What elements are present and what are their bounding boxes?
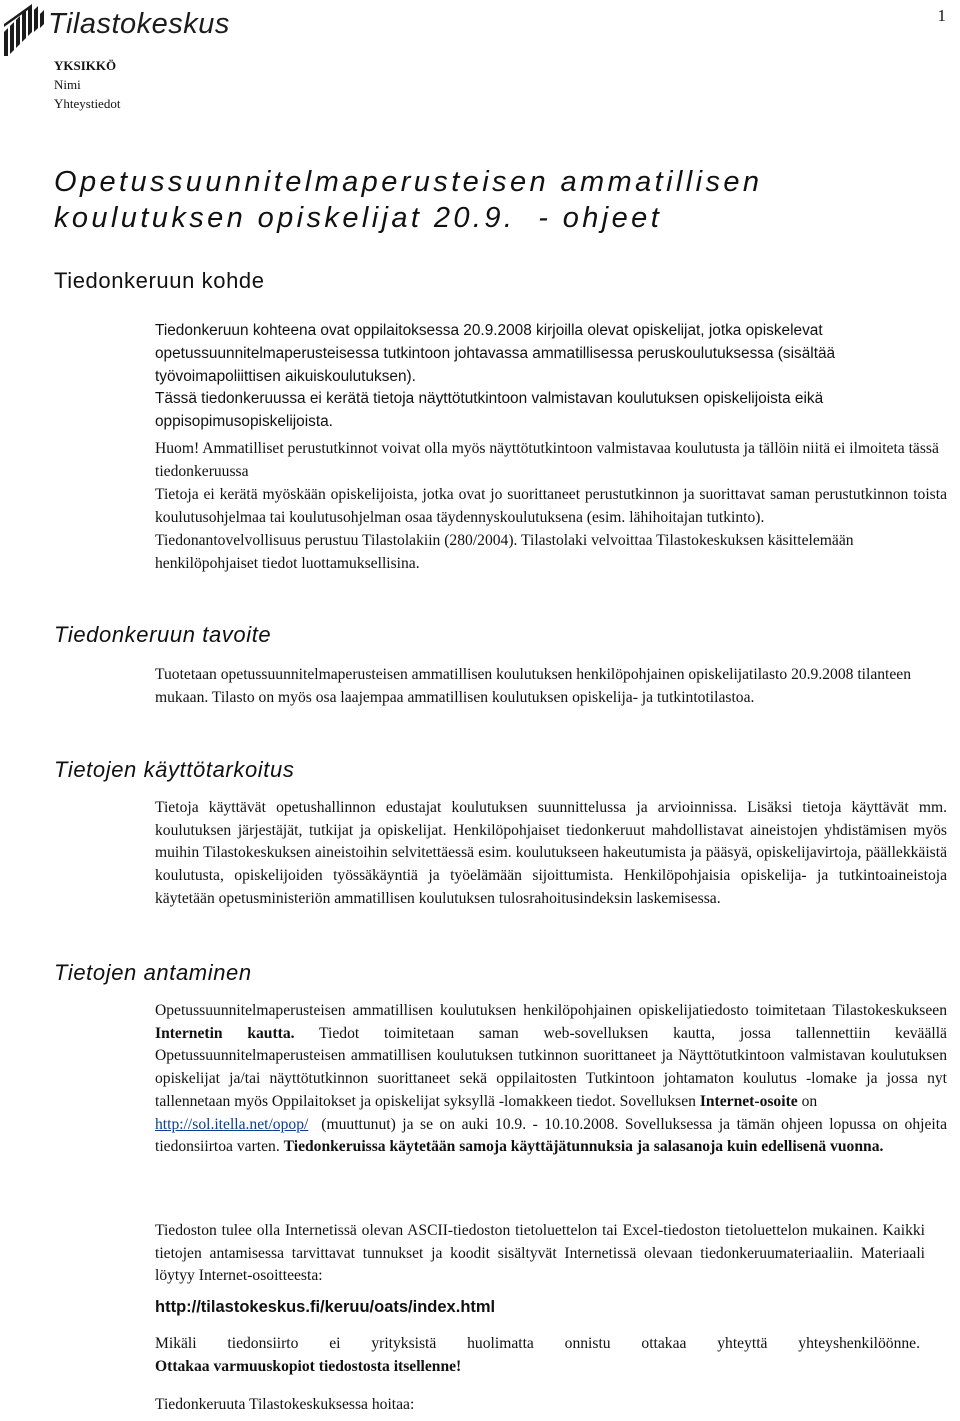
name-label: Nimi — [54, 77, 81, 92]
antaminen-paragraph-4: Tiedonkeruuta Tilastokeskuksessa hoitaa: — [155, 1396, 415, 1413]
antaminen-text-c: Tiedot toimitetaan saman web-sovelluksen kautta, jossa tallennettiin keväällä Opetussuunnitelmaperusteisen ammatillisen koulutuksen tutkinnon suorittaneet ja Näyttötutkintoon valmistavan koulutuksen opiskelijat ja/tai näyttötutkinnon suorittaneet sekä oppilaitosten Tutkintoon johtamaton koulutus -lomake ja jossa nyt tallennetaan myös Oppilaitokset ja opiskelijat syksyllä -lomakkeen tiedot. Sovelluksen — [155, 1024, 947, 1110]
logo-wordmark: Tilastokeskus — [48, 8, 230, 40]
credentials-note-bold: Tiedonkeruissa käytetään samoja käyttäjätunnuksia ja salasanoja kuin edellisenä vuonna. — [283, 1138, 884, 1156]
antaminen-paragraph-2: Tiedoston tulee olla Internetissä olevan ASCII-tiedoston tietoluettelon tai Excel-tiedoston tietoluettelon mukainen. Kaikki tietojen antamisessa tarvittavat tunnukset ja koodit sisältyvät Internetissä olevaan tiedonkeruumateriaaliin. Materiaali löytyy Internet-osoitteesta: — [155, 1222, 925, 1285]
antaminen-text-a: Opetussuunnitelmaperusteisen ammatillisen koulutuksen henkilöpohjainen opiskelijatiedosto toimitetaan Tilastokeskukseen — [155, 1002, 947, 1019]
document-title — [54, 164, 762, 236]
antaminen-internet-bold: Internetin kautta. — [155, 1024, 295, 1042]
section-heading-tavoite: Tiedonkeruun tavoite — [54, 622, 272, 647]
page-number: 1 — [937, 6, 946, 25]
respondent-info — [54, 56, 120, 113]
antaminen-text-e: on — [797, 1092, 818, 1110]
antaminen-paragraph-1 — [155, 1000, 951, 1159]
section-body-kohde-2 — [155, 437, 947, 575]
section-body-antaminen-3 — [155, 1333, 920, 1378]
kohde-paragraph-3 — [155, 437, 947, 483]
section-body-tavoite — [155, 664, 947, 709]
title-line-2: koulutuksen opiskelijat 20.9. - ohjeet — [54, 202, 663, 234]
sol-itella-link[interactable]: http://sol.itella.net/opop/ — [155, 1115, 309, 1133]
internet-osoite-bold: Internet-osoite — [699, 1092, 798, 1110]
kohde-paragraph-1: Tiedonkeruun kohteena ovat oppilaitoksessa 20.9.2008 kirjoilla olevat opiskelijat, jotka opiskelevat opetussuunnitelmaperusteisessa tutkintoon johtavassa ammatillisessa peruskoulutuksessa (sisältää työvoimapoliittisen aikuiskoulutuksen). — [155, 322, 836, 385]
section-body-kayttotarkoitus — [155, 797, 947, 911]
huom-label: Huom! — [155, 440, 200, 457]
kohde-paragraph-5: Tiedonantovelvollisuus perustuu Tilastolakiin (280/2004). Tilastolaki velvoittaa Tilastokeskuksen käsittelemään henkilöpohjaiset tiedot luottamuksellisina. — [155, 532, 854, 572]
kohde-paragraph-3-text: Ammatilliset perustutkinnot voivat olla myös näyttötutkintoon valmistavaa koulutusta ja tällöin niitä ei ilmoiteta tässä tiedonkeruussa — [155, 440, 939, 480]
kayttotarkoitus-paragraph-1: Tietoja käyttävät opetushallinnon edustajat koulutuksen suunnittelussa ja arvioinnissa. Lisäksi tietoja käyttävät mm. koulutuksen järjestäjät, tutkijat ja opiskelijat. Henkilöpohjaiset tiedonkeruut mahdollistavat aineistojen yhdistämisen myös muihin Tilastokeskuksen aineistoihin selvitettäessä esim. koulutukseen hakeutumista ja pääsyä, opiskelijavirtoja, päällekkäistä koulutusta, opiskelijoiden työssäkäyntiä ja työelämään sijoittumista. Henkilöpohjaisia opiskelija- ja tutkintoaineistoja käytetään opetusministeriön ammatillisen koulutuksen tulosrahoitusindeksin laskemisessa. — [155, 799, 947, 907]
section-body-antaminen-4 — [155, 1394, 947, 1417]
tavoite-paragraph-1: Tuotetaan opetussuunnitelmaperusteisen ammatillisen koulutuksen henkilöpohjainen opiskelijatilasto 20.9.2008 tilanteen mukaan. Tilasto on myös osa laajempaa ammatillisen koulutuksen opiskelija- ja tutkintotilastoa. — [155, 666, 912, 706]
tilastokeskus-logo — [2, 4, 232, 56]
logo-mark-icon — [2, 4, 46, 56]
title-line-1: Opetussuunnitelmaperusteisen ammatillisen — [54, 166, 763, 198]
section-heading-antaminen: Tietojen antaminen — [54, 960, 252, 985]
antaminen-paragraph-3: Mikäli tiedonsiirto ei yrityksistä huolimatta onnistu ottakaa yhteyttä yhteyshenkilöönne. — [155, 1335, 920, 1352]
section-body-antaminen — [155, 1000, 951, 1159]
antaminen-text-f: (muuttunut) ja se on auki 10.9. - 10.10.2008. Sovelluksessa ja tämän ohjeen lopussa on ohjeita tiedonsiirtoa varten. — [155, 1115, 951, 1156]
section-heading-kohde: Tiedonkeruun kohde — [54, 268, 265, 293]
section-heading-kayttotarkoitus: Tietojen käyttötarkoitus — [54, 757, 295, 782]
kohde-paragraph-2: Tässä tiedonkeruussa ei kerätä tietoja näyttötutkintoon valmistavan koulutuksen opiskelijoista eikä oppisopimusopiskelijoista. — [155, 390, 824, 431]
tilastokeskus-keruu-url[interactable]: http://tilastokeskus.fi/keruu/oats/index.html — [155, 1298, 496, 1316]
section-body-antaminen-2 — [155, 1220, 925, 1288]
kohde-paragraph-4: Tietoja ei kerätä myöskään opiskelijoista, jotka ovat jo suorittaneet perustutkinnon ja suorittavat saman perustutkinnon toista koulutusohjelmaa tai koulutusohjelman osaa täydennyskoulutuksena (esim. lähihoitajan tutkinto). — [155, 486, 947, 526]
contact-label: Yhteystiedot — [54, 96, 121, 111]
unit-label: YKSIKKÖ — [54, 58, 117, 73]
section-body-kohde — [155, 320, 947, 434]
backup-note-bold: Ottakaa varmuuskopiot tiedostosta itsellenne! — [155, 1357, 462, 1375]
